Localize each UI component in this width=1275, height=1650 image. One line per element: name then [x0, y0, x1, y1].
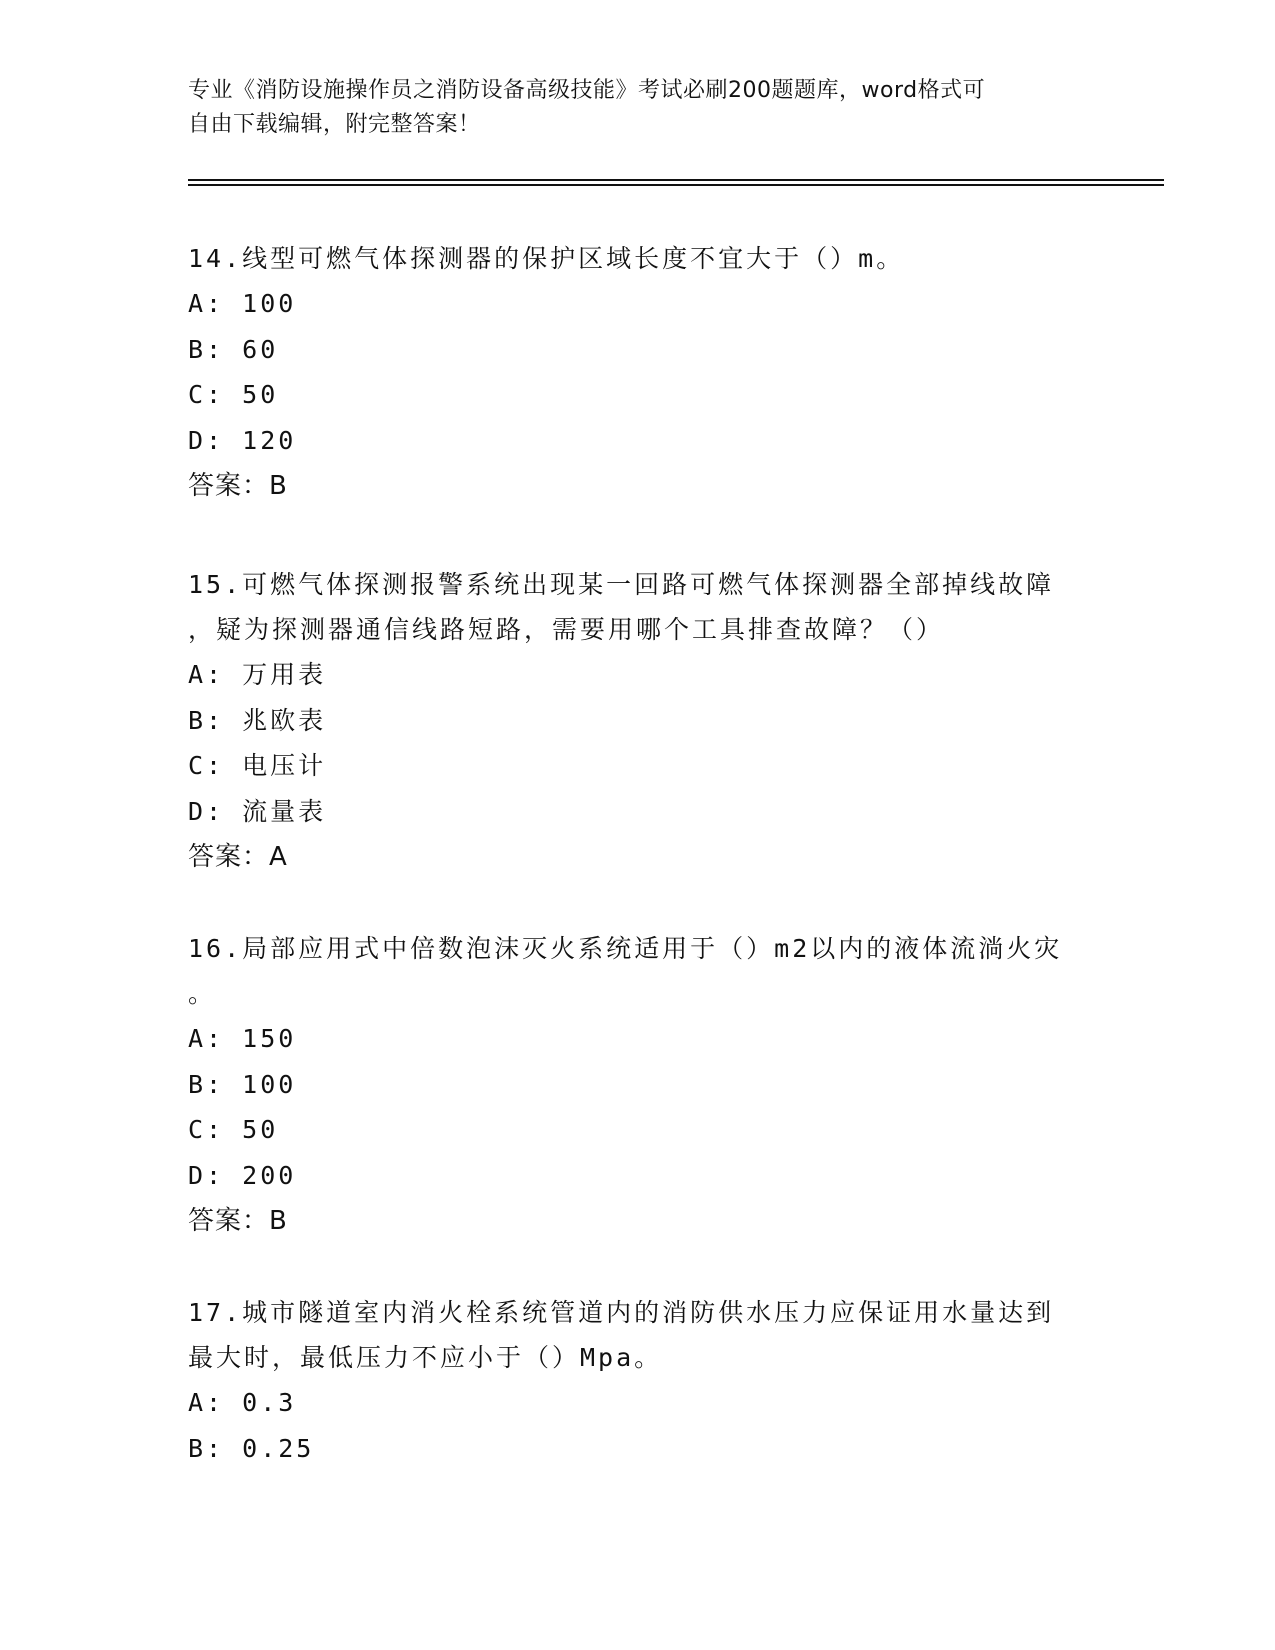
question-stem-line-1: 17.城市隧道室内消火栓系统管道内的消防供水压力应保证用水量达到 — [188, 1298, 1055, 1327]
header-divider-bottom — [188, 184, 1164, 186]
option-b: B: 兆欧表 — [188, 705, 327, 735]
option-c: C: 电压计 — [188, 751, 327, 780]
answer: 答案：A — [188, 842, 288, 872]
question-stem: 14.线型可燃气体探测器的保护区域长度不宜大于（）m。 — [188, 244, 905, 273]
header-line-1: 专业《消防设施操作员之消防设备高级技能》考试必刷200题题库，word格式可 — [188, 78, 986, 103]
option-d: D: 200 — [188, 1160, 297, 1190]
answer: 答案：B — [188, 1206, 288, 1236]
header-line-2: 自由下载编辑，附完整答案！ — [188, 112, 481, 137]
option-c: C: 50 — [188, 1115, 279, 1144]
option-d: D: 120 — [188, 425, 297, 455]
question-stem-line-2: 。 — [188, 979, 217, 1008]
option-c: C: 50 — [188, 380, 279, 409]
question-16 — [188, 926, 1088, 1244]
option-a: A: 100 — [188, 289, 297, 318]
header-divider-top — [188, 179, 1164, 181]
question-stem-line-1: 16.局部应用式中倍数泡沫灭火系统适用于（）m2以内的液体流淌火灾 — [188, 934, 1063, 963]
option-d: D: 流量表 — [188, 796, 327, 826]
document-header — [188, 74, 1088, 142]
option-b: B: 60 — [188, 334, 279, 364]
question-stem-line-2: 最大时，最低压力不应小于（）Mpa。 — [188, 1343, 663, 1372]
option-b: B: 0.25 — [188, 1433, 315, 1463]
question-14 — [188, 236, 1088, 509]
option-a: A: 万用表 — [188, 660, 327, 689]
option-b: B: 100 — [188, 1069, 297, 1099]
answer: 答案：B — [188, 471, 288, 501]
question-stem-line-1: 15.可燃气体探测报警系统出现某一回路可燃气体探测器全部掉线故障 — [188, 570, 1055, 599]
question-stem-line-2: ，疑为探测器通信线路短路，需要用哪个工具排查故障？（） — [188, 615, 945, 644]
question-15 — [188, 562, 1088, 880]
option-a: A: 0.3 — [188, 1388, 297, 1417]
option-a: A: 150 — [188, 1024, 297, 1053]
question-17 — [188, 1290, 1088, 1471]
